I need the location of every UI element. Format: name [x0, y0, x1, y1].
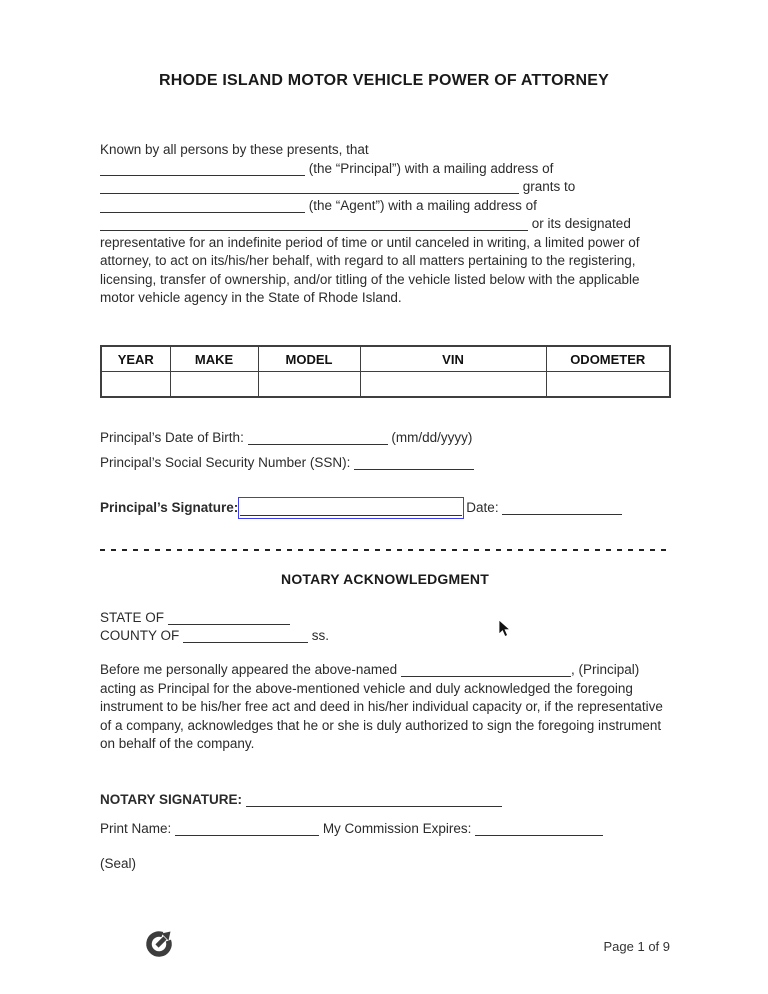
intro-line-5: [100, 215, 670, 234]
dob-label: Principal’s Date of Birth:: [100, 430, 244, 445]
county-label: COUNTY OF: [100, 628, 180, 643]
signature-date-label: Date:: [466, 500, 499, 515]
dob-line: [100, 429, 670, 448]
notary-signature-line: [100, 791, 670, 810]
state-line: [100, 609, 670, 628]
print-name-line: [100, 820, 670, 839]
commission-expires-label: My Commission Expires:: [322, 821, 472, 836]
intro-line-2: [100, 160, 670, 179]
signature-date-blank: [502, 502, 622, 515]
ss-abbrev: ss.: [311, 628, 330, 643]
dob-blank: [248, 432, 388, 445]
principal-signature-line: [100, 497, 670, 519]
vehicle-make-header: MAKE: [170, 346, 258, 372]
ssn-blank: [354, 457, 474, 470]
dob-format-hint: (mm/dd/yyyy): [391, 430, 473, 445]
vehicle-make-cell: [170, 372, 258, 398]
page-title: RHODE ISLAND MOTOR VEHICLE POWER OF ATTORNEY: [158, 72, 609, 89]
intro-designated-suffix: or its designated: [531, 216, 631, 231]
agent-name-blank: [100, 200, 305, 213]
notary-signature-label: NOTARY SIGNATURE:: [100, 792, 243, 807]
print-name-blank: [175, 823, 319, 836]
vehicle-year-header: YEAR: [101, 346, 170, 372]
notary-body-prefix: Before me personally appeared the above-named: [100, 662, 398, 677]
notary-heading: NOTARY ACKNOWLEDGMENT: [281, 571, 489, 587]
seal-label: (Seal): [100, 856, 137, 871]
intro-agent-suffix: (the “Agent”) with a mailing address of: [308, 197, 537, 213]
intro-body: representative for an indefinite period of time or until canceled in writing, a limited power of attorney, to act on its/his/her behalf, with regard to all matters pertaining to the registering, licensing, transfer of ownership, and/or titling of the vehicle listed below with the applicable motor vehicle agency in the State of Rhode Island.: [100, 234, 640, 305]
vehicle-odometer-cell: [546, 372, 670, 398]
vehicle-table: [100, 345, 671, 398]
section-divider: [100, 549, 670, 551]
intro-line-3: [100, 178, 670, 197]
print-name-label: Print Name:: [100, 821, 172, 836]
vehicle-table-container: [100, 345, 671, 398]
intro-line-1: Known by all persons by these presents, that: [100, 142, 369, 157]
vehicle-vin-cell: [360, 372, 546, 398]
intro-section: [100, 141, 670, 308]
county-blank: [183, 630, 308, 643]
notary-signature-blank: [246, 794, 502, 807]
vehicle-table-header-row: [101, 346, 670, 372]
vehicle-table-data-row: [101, 372, 670, 398]
intro-principal-suffix: (the “Principal”) with a mailing address of: [308, 160, 554, 176]
mouse-cursor-icon: [498, 619, 511, 638]
commission-expires-blank: [475, 823, 603, 836]
ssn-line: [100, 454, 670, 473]
vehicle-model-header: MODEL: [258, 346, 360, 372]
intro-grants-suffix: grants to: [522, 179, 576, 194]
notary-body: [100, 661, 672, 754]
state-blank: [168, 612, 290, 625]
vehicle-odometer-header: ODOMETER: [546, 346, 670, 372]
agent-address-blank: [100, 218, 528, 231]
vehicle-model-cell: [258, 372, 360, 398]
vehicle-year-cell: [101, 372, 170, 398]
principal-name-blank: [100, 163, 305, 176]
county-line: [100, 627, 670, 646]
intro-line-4: [100, 197, 670, 216]
page-indicator: Page 1 of 9: [603, 939, 670, 954]
notary-body-suffix: , (Principal) acting as Principal for the above-mentioned vehicle and duly acknowledged the foregoing instrument to be his/her free act and deed in his/her individual capacity or, if the representative of a company, acknowledges that he or she is duly authorized to sign the foregoing instrument on behalf of the company.: [100, 662, 663, 751]
ssn-label: Principal’s Social Security Number (SSN):: [100, 455, 351, 470]
principal-address-blank: [100, 181, 519, 194]
vehicle-vin-header: VIN: [360, 346, 546, 372]
state-label: STATE OF: [100, 610, 164, 625]
principal-signature-field[interactable]: [238, 497, 464, 519]
principal-signature-label: Principal’s Signature:: [100, 500, 239, 515]
notary-principal-name-blank: [401, 664, 571, 677]
